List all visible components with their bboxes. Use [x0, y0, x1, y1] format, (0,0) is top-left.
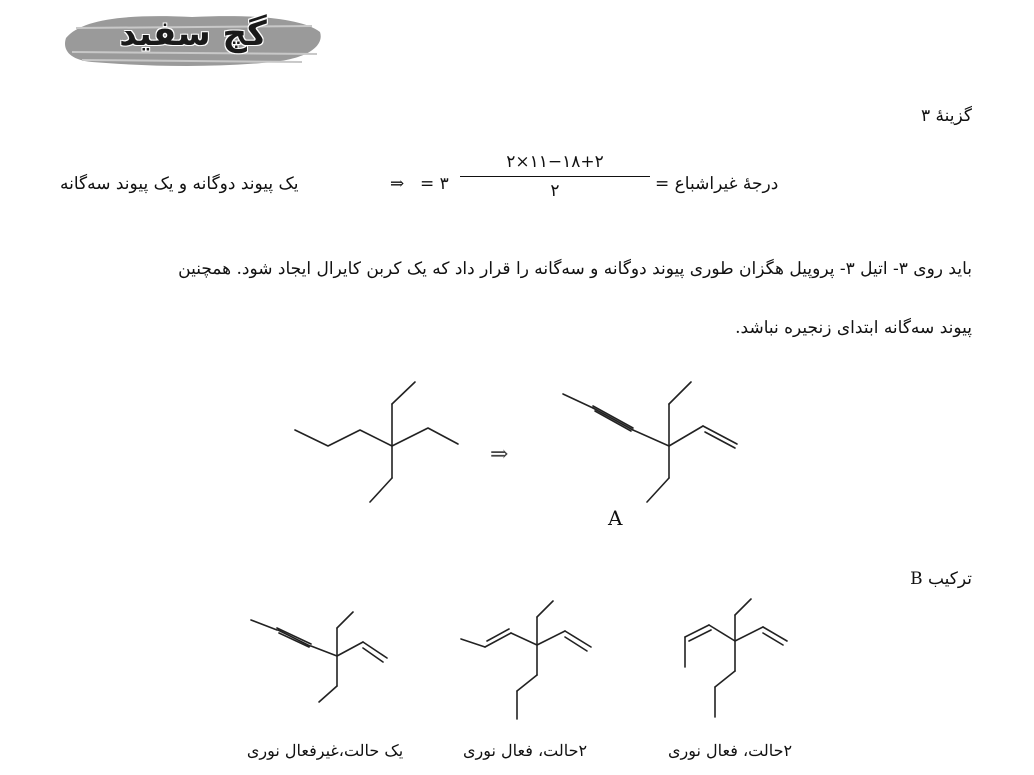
- equation-conclusion: یک پیوند دوگانه و یک پیوند سه‌گانه: [60, 174, 299, 194]
- equation-lhs: [655, 172, 778, 196]
- explanation-line-2: پیوند سه‌گانه ابتدای زنجیره نباشد.: [735, 318, 972, 338]
- compound-b-label: ترکیب B: [910, 569, 972, 589]
- isomer-2-caption: ۲حالت، فعال نوری: [462, 741, 588, 760]
- equation-result: = ۳: [420, 174, 449, 194]
- isomer-2-structure: [455, 595, 605, 725]
- explanation-line-1: باید روی ۳- اتیل ۳- پروپیل هگزان طوری پیوند دوگانه و سه‌گانه را قرار داد که یک کربن کایرال ایجاد شود. همچنین: [178, 259, 972, 279]
- equation-lhs-text: درجهٔ غیراشباع =: [655, 174, 779, 194]
- isomer-1-structure: [675, 595, 805, 725]
- option-label: گزینهٔ ۳: [921, 106, 972, 126]
- equation-fraction: [460, 150, 650, 203]
- isomer-3-caption: یک حالت،غیرفعال نوری: [246, 741, 404, 760]
- scheme-arrow: ⇒: [490, 442, 509, 467]
- product-a-structure: [555, 370, 755, 510]
- fraction-denominator: ۲: [550, 181, 560, 201]
- equation-arrow: ⇒: [390, 174, 405, 194]
- isomer-1-caption: ۲حالت، فعال نوری: [667, 741, 793, 760]
- isomer-3-structure: [245, 600, 395, 710]
- product-a-label: A: [608, 506, 623, 530]
- fraction-numerator: ۲×۱۱−۱۸+۲: [460, 150, 650, 177]
- unsaturation-equation: [60, 150, 700, 212]
- logo-text: گچ سفید: [119, 14, 267, 54]
- reactant-structure: [280, 370, 470, 510]
- logo: [62, 8, 324, 70]
